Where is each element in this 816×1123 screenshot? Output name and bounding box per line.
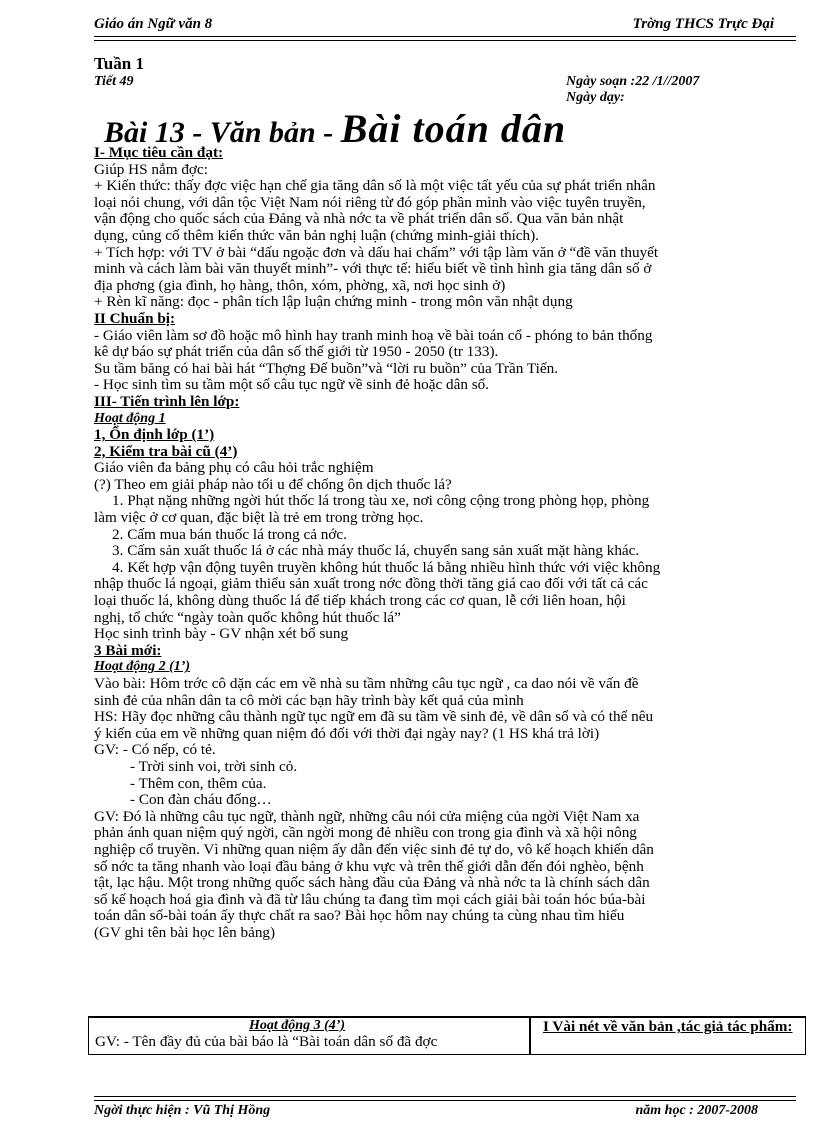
date-prepared: Ngày soạn :22 /1//2007 <box>566 74 700 89</box>
section-heading: I- Mục tiêu cần đạt: <box>94 144 224 161</box>
footer-school-year: năm học : 2007-2008 <box>635 1103 758 1118</box>
header-rule <box>94 36 796 41</box>
text-line: loại nói chung, với dân tộc Việt Nam nói riêng từ đó góp phần mình vào việc tuyên truyền, <box>94 193 646 211</box>
activity-table-right-cell: I Vài nét về văn bản ,tác giả tác phẩm: <box>543 1018 793 1035</box>
footer-rule <box>94 1096 796 1101</box>
text-line: vận động cho quốc sách của Đảng và nhà nớc ta về phát triển dân số. Qua văn bản nhật <box>94 210 624 228</box>
text-line: 4. Kết hợp vận động tuyên truyền không hút thuốc lá bằng nhiều hình thức với việc không <box>112 558 661 576</box>
text-line: + Rèn kĩ năng: đọc - phân tích lập luận chứng minh - trong môn văn nhật dụng <box>94 293 573 311</box>
text-line: 1. Phạt nặng những ngời hút thốc lá trong tàu xe, nơi công cộng trong phòng họp, phòng <box>112 492 650 510</box>
section-heading: Hoạt động 1 <box>94 410 166 426</box>
text-line: 2. Cấm mua bán thuốc lá trong cả nớc. <box>112 525 347 543</box>
lesson-title-prefix: Bài 13 - Văn bản - <box>104 116 334 149</box>
text-line: dụng, củng cố thêm kiến thức văn bản nghị luận (chứng minh-giải thích). <box>94 226 539 244</box>
footer-author: Ngời thực hiện : Vũ Thị Hồng <box>94 1103 271 1118</box>
text-line: nhập thuốc lá ngoại, giảm thiểu sản xuất trong nớc đồng thời tăng giá cao đối với tất cả các <box>94 575 648 593</box>
text-line: (?) Theo em giải pháp nào tối u để chống ôn dịch thuốc lá? <box>94 475 452 493</box>
text-line: toán dân số-bài toán ấy thực chất ra sao? Bài học hôm nay chúng ta cùng nhau tìm hiểu <box>94 907 625 925</box>
text-line: kê dự báo sự phát triển của dân số thế giới từ 1950 - 2050 (tr 133). <box>94 343 499 361</box>
text-line: nghiệp cổ truyền. Vì những quan niệm ấy dẫn đến việc sinh đẻ tự do, vô kế hoạch khiến dân <box>94 840 654 858</box>
text-line: Giúp HS nắm đợc: <box>94 160 208 178</box>
text-line: làm việc ở cơ quan, đặc biệt là trẻ em trong trờng học. <box>94 509 424 527</box>
dates-block <box>566 74 699 106</box>
text-line: địa phơng (gia đình, họ hàng, thôn, xóm, phờng, xã, nơi học sinh ở) <box>94 276 506 294</box>
section-heading: 2, Kiểm tra bài cũ (4’) <box>94 442 238 460</box>
text-line: số nớc ta tăng nhanh vào loại đầu bảng ở khu vực và trên thế giới dẫn đến đói nghèo, bệnh <box>94 857 644 875</box>
date-taught: Ngày dạy: <box>566 90 625 105</box>
text-line: loại thuốc lá, không dùng thuốc lá để tiếp khách trong các cơ quan, lễ cới liên hoan, hội <box>94 592 626 610</box>
text-line: - Giáo viên làm sơ đồ hoặc mô hình hay tranh minh hoạ về bài toán cổ - phóng to bản thống <box>94 326 653 344</box>
text-line: sinh đẻ của nhân dân ta cô mời các bạn hãy trình bày kết quả của mình <box>94 691 524 709</box>
activity-table <box>88 1016 806 1055</box>
text-line: - Con đàn cháu đống… <box>130 791 272 809</box>
section-heading: Hoạt động 2 (1’) <box>94 659 191 675</box>
lesson-body <box>94 145 798 942</box>
section-heading: 1, Ổn định lớp (1’) <box>94 426 215 444</box>
header-school: Trờng THCS Trực Đại <box>632 16 774 32</box>
section-heading: III- Tiến trình lên lớp: <box>94 392 240 410</box>
activity-3-text: GV: - Tên đầy đủ của bài báo là “Bài toán dân số đã đợc <box>95 1033 438 1050</box>
text-line: + Tích hợp: với TV ở bài “dấu ngoặc đơn và dấu hai chấm” với tập làm văn ở “đề văn thuyết <box>94 243 659 261</box>
text-line: tật, lạc hậu. Một trong những quốc sách hàng đầu của Đảng và nhà nớc ta là chính sách dân <box>94 874 650 892</box>
lesson-title-main: Bài toán dân <box>340 106 567 151</box>
text-line: Học sinh trình bày - GV nhận xét bổ sung <box>94 625 349 643</box>
activity-3-heading: Hoạt động 3 (4’) <box>249 1018 346 1033</box>
text-line: 3. Cấm sản xuất thuốc lá ở các nhà máy thuốc lá, chuyển sang sản xuất mặt hàng khác. <box>112 542 640 560</box>
text-line: HS: Hãy đọc những câu thành ngữ tục ngữ em đã su tầm về sinh đẻ, về dân số và có thể nêu <box>94 708 654 726</box>
text-line: - Thêm con, thêm của. <box>130 774 267 792</box>
text-line: minh và cách làm bài văn thuyết minh”- với thực tế: hiểu biết về tình hình gia tăng dân số ở <box>94 260 652 278</box>
text-line: phản ánh quan niệm quý ngời, cần ngời mong đẻ nhiều con trong gia đình và xã hội nông <box>94 824 637 842</box>
text-line: - Học sinh tìm su tầm một số câu tục ngữ về sinh đẻ hoặc dân số. <box>94 376 490 394</box>
text-line: Su tầm băng có hai bài hát “Thợng Đế buồn”và “lời ru buồn” của Trần Tiến. <box>94 359 559 377</box>
text-line: + Kiến thức: thấy đợc việc hạn chế gia tăng dân số là một việc tất yếu của sự phát triển nhân <box>94 177 656 195</box>
section-heading: II Chuẩn bị: <box>94 309 176 327</box>
week-label: Tuần 1 <box>94 54 144 73</box>
text-line: ý kiến của em về những quan niệm đó đối với thời đại ngày nay? (1 HS khá trả lời) <box>94 724 600 742</box>
period-label: Tiết 49 <box>94 74 134 89</box>
text-line: (GV ghi tên bài học lên bảng) <box>94 923 276 941</box>
text-line: GV: - Có nếp, có tẻ. <box>94 741 216 759</box>
text-line: - Trời sinh voi, trời sinh cỏ. <box>130 757 298 775</box>
header-subject: Giáo án Ngữ văn 8 <box>94 16 213 32</box>
text-line: Vào bài: Hôm trớc cô dặn các em về nhà su tầm những câu tục ngữ , ca dao nói về vấn đề <box>94 675 639 692</box>
text-line: nghị, tổ chức “ngày toàn quốc không hút thuốc lá” <box>94 608 401 626</box>
section-heading: 3 Bài mới: <box>94 641 162 659</box>
page-header <box>94 12 788 34</box>
text-line: Giáo viên đa bảng phụ có câu hỏi trắc nghiệm <box>94 459 374 477</box>
text-line: GV: Đó là những câu tục ngữ, thành ngữ, những câu nói cửa miệng của ngời Việt Nam xa <box>94 807 640 825</box>
activity-table-left-cell <box>89 1018 531 1054</box>
text-line: số kế hoạch hoá gia đình và đã từ lâu chúng ta đang tìm mọi cách giải bài toán hóc búa-bài <box>94 890 646 908</box>
